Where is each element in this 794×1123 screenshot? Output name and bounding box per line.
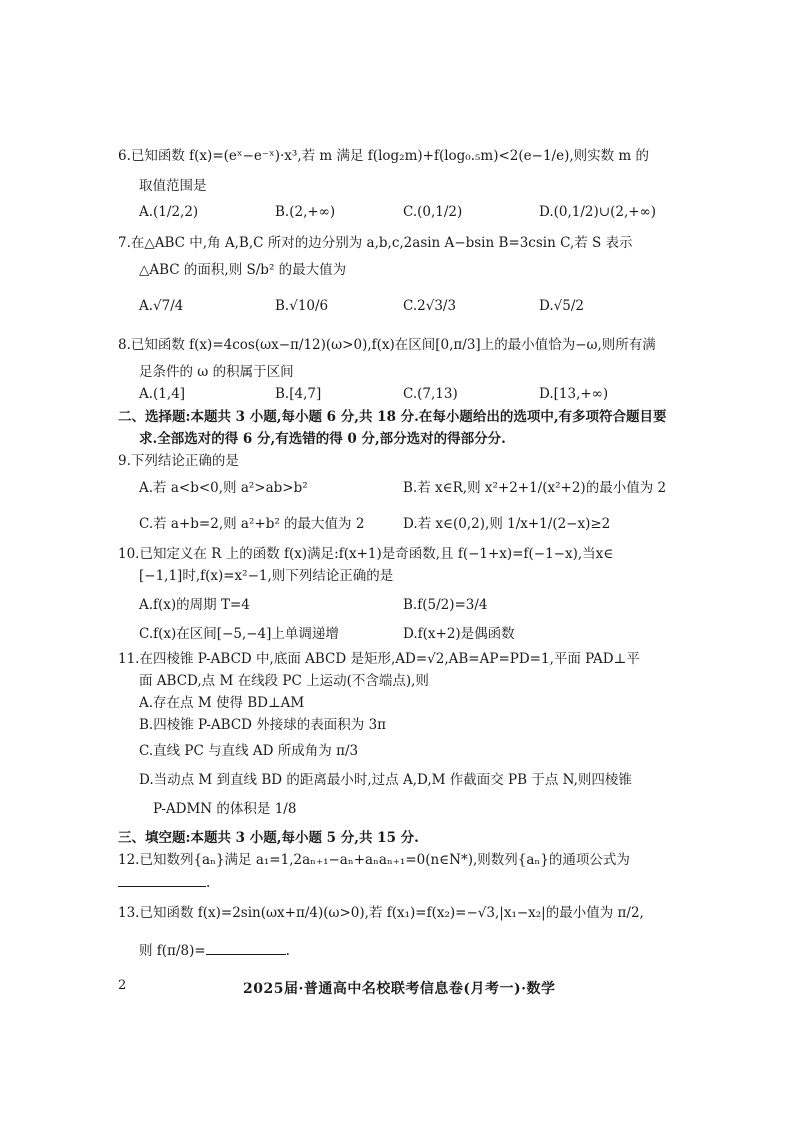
option-C: C.(0,1/2) (403, 204, 463, 220)
question-text: A.存在点 M 使得 BD⊥AM (139, 695, 305, 711)
answer-blank[interactable]: . (118, 874, 210, 891)
option-row-item: D.若 x∈(0,2),则 1/x+1/(2−x)≥2 (403, 516, 611, 532)
section-heading: 二、选择题:本题共 3 小题,每小题 6 分,共 18 分.在每小题给出的选项中,有多项符合题目要 (118, 409, 667, 425)
option-row-item: C.f(x)在区间[−5,−4]上单调递增 (139, 626, 339, 642)
option-row-item: A.f(x)的周期 T=4 (139, 597, 250, 613)
option-C: C.(7,13) (403, 386, 458, 402)
question-text: 10.已知定义在 R 上的函数 f(x)满足:f(x+1)是奇函数,且 f(−1+x)=f(−1−x),当x∈ (118, 546, 614, 562)
question-text: B.四棱锥 P-ABCD 外接球的表面积为 3π (139, 717, 387, 733)
question-text: 7.在△ABC 中,角 A,B,C 所对的边分别为 a,b,c,2asin A−bsin B=3csin C,若 S 表示 (118, 235, 633, 251)
footer-title: 2025届·普通高中名校联考信息卷(月考一)·数学 (243, 981, 556, 997)
option-row-item: B.f(5/2)=3/4 (403, 597, 488, 613)
question-text: C.直线 PC 与直线 AD 所成角为 π/3 (139, 743, 359, 759)
question-text: D.当动点 M 到直线 BD 的距离最小时,过点 A,D,M 作截面交 PB 于点 N,则四棱锥 (139, 772, 632, 788)
answer-blank[interactable] (206, 942, 286, 955)
page-number: 2 (118, 978, 127, 993)
option-B: B.(2,+∞) (275, 204, 336, 220)
question-text: 8.已知函数 f(x)=4cos(ωx−π/12)(ω>0),f(x)在区间[0,π/3]上的最小值恰为−ω,则所有满 (118, 337, 656, 353)
question-text: P-ADMN 的体积是 1/8 (153, 801, 297, 817)
option-A: A.√7/4 (139, 298, 184, 314)
question-text: 13.已知函数 f(x)=2sin(ωx+π/4)(ω>0),若 f(x₁)=f(x₂)=−√3,|x₁−x₂|的最小值为 π/2, (118, 905, 644, 921)
option-B: B.[4,7] (275, 386, 322, 402)
option-B: B.√10/6 (275, 298, 329, 314)
option-row-item: C.若 a+b=2,则 a²+b² 的最大值为 2 (139, 516, 365, 532)
option-A: A.(1,4] (139, 386, 186, 402)
question-text: 6.已知函数 f(x)=(eˣ−e⁻ˣ)·x³,若 m 满足 f(log₂m)+f(log₀.₅m)<2(e−1/e),则实数 m 的 (118, 148, 650, 164)
section-heading: 三、填空题:本题共 3 小题,每小题 5 分,共 15 分. (118, 830, 419, 846)
question-text: 11.在四棱锥 P-ABCD 中,底面 ABCD 是矩形,AD=√2,AB=AP=PD=1,平面 PAD⊥平 (118, 651, 640, 667)
question-text: △ABC 的面积,则 S/b² 的最大值为 (139, 262, 347, 278)
option-A: A.(1/2,2) (139, 204, 199, 220)
question-text: 足条件的 ω 的积属于区间 (139, 364, 294, 380)
option-row-item: D.f(x+2)是偶函数 (403, 626, 515, 642)
question-text: 9.下列结论正确的是 (118, 453, 239, 469)
question-text: 面 ABCD,点 M 在线段 PC 上运动(不含端点),则 (139, 673, 429, 689)
section-heading: 求.全部选对的得 6 分,有选错的得 0 分,部分选对的得部分分. (139, 431, 506, 447)
question-text: [−1,1]时,f(x)=x²−1,则下列结论正确的是 (139, 568, 394, 584)
question-text: 12.已知数列{aₙ}满足 a₁=1,2aₙ₊₁−aₙ+aₙaₙ₊₁=0(n∈N*),则数列{aₙ}的通项公式为 (118, 852, 630, 868)
option-D: D.(0,1/2)∪(2,+∞) (539, 204, 657, 220)
option-D: D.[13,+∞) (539, 386, 609, 402)
option-C: C.2√3/3 (403, 298, 457, 314)
option-row-item: A.若 a<b<0,则 a²>ab>b² (139, 480, 308, 496)
question-text: 取值范围是 (139, 178, 207, 194)
question-text: 则 f(π/8)= . (139, 943, 290, 959)
option-D: D.√5/2 (539, 298, 584, 314)
option-row-item: B.若 x∈R,则 x²+2+1/(x²+2)的最小值为 2 (403, 480, 667, 496)
